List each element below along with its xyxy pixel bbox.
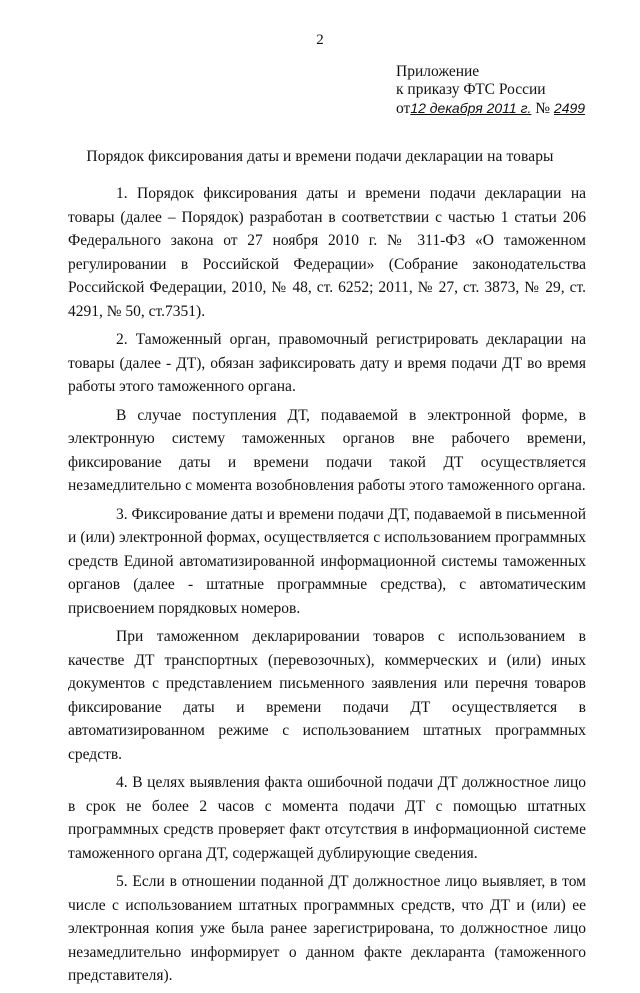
paragraph-5: 5. Если в отношении поданной ДТ должностное лицо выявляет, в том числе с использованием штатных программных средств, что ДТ и (или) ее электронная копия уже была ранее зарегистрирована, то должностное лицо незамедлительно информирует о данном факте декларанта (таможенного представителя). xyxy=(68,873,586,984)
appendix-number-sign: № xyxy=(535,100,551,117)
paragraph-3-continued: При таможенном декларировании товаров с использованием в качестве ДТ транспортных (перевозочных), коммерческих и (или) иных документов с представлением письменного заявления или перечня товаров фиксирование даты и времени подачи ДТ осуществляется в автоматизированном режиме с использованием штатных программных средств. xyxy=(68,628,586,763)
paragraph-1: 1. Порядок фиксирования даты и времени подачи декларации на товары (далее – Порядок) разработан в соответствии с частью 1 статьи 206 Федерального закона от 27 ноября 2010 г. № 311-ФЗ «О таможенном регулировании в Российской Федерации» (Собрание законодательства Российской Федерации, 2010, № 48, ст. 6252; 2011, № 27, ст. 3873, № 29, ст. 4291, № 50, ст.7351). xyxy=(68,185,586,320)
appendix-date-prefix: от xyxy=(396,100,411,117)
page-number: 2 xyxy=(316,32,324,48)
paragraph-4: 4. В целях выявления факта ошибочной подачи ДТ должностное лицо в срок не более 2 часов с момента подачи ДТ с помощью штатных программных средств проверяет факт отсутствия в информационной системе таможенного органа ДТ, содержащей дублирующие сведения. xyxy=(68,774,586,862)
document-title: Порядок фиксирования даты и времени подачи декларации на товары xyxy=(86,148,554,165)
appendix-date-line xyxy=(396,99,585,118)
appendix-block xyxy=(396,63,585,118)
paragraph-2: 2. Таможенный орган, правомочный регистрировать декларации на товары (далее - ДТ), обязан зафиксировать дату и время подачи ДТ во время работы этого таможенного органа. xyxy=(68,331,586,395)
appendix-order-ref: к приказу ФТС России xyxy=(396,81,546,98)
paragraph-2-continued: В случае поступления ДТ, подаваемой в электронной форме, в электронную систему таможенных органов вне рабочего времени, фиксирование даты и времени подачи такой ДТ осуществляется незамедлительно с момента возобновления работы этого таможенного органа. xyxy=(68,406,586,494)
document-body xyxy=(68,182,586,993)
appendix-date: 12 декабря 2011 г. xyxy=(410,100,532,116)
paragraph-3: 3. Фиксирование даты и времени подачи ДТ, подаваемой в письменной и (или) электронной формах, осуществляется с использованием программных средств Единой автоматизированной информационной системы таможенных органов (далее - штатные программные средства), с автоматическим присвоением порядковых номеров. xyxy=(68,505,586,617)
appendix-number: 2499 xyxy=(553,100,586,116)
appendix-label: Приложение xyxy=(396,63,480,80)
